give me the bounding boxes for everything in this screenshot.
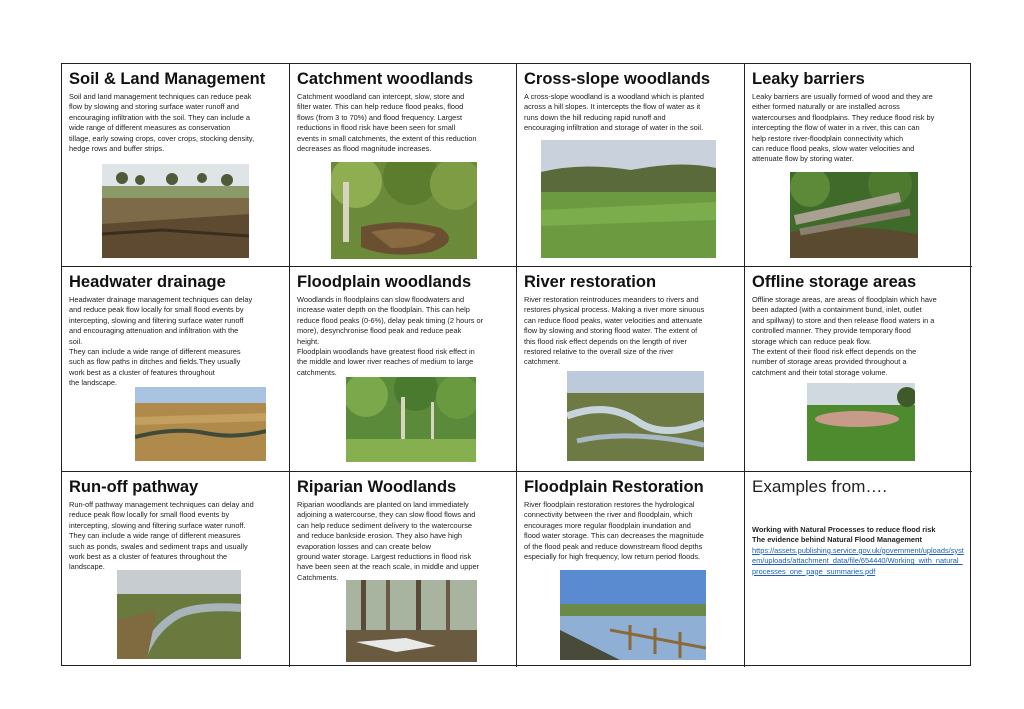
nfm-card-grid [61,63,971,666]
meandering-river-photo [567,371,704,461]
card-title: Leaky barriers [752,70,865,88]
flooded-field-photo [560,570,706,660]
card-body: River restoration reintroduces meanders to rivers and restores physical process. Making a river more sinuous can reduce flood peaks, water velocities and attenuate flow by slowing and storing flood water. The extent of this flood risk effect depends on the length of river restored relative to the overall size of the river catchment. [524,295,705,367]
card-river-restoration [517,267,745,472]
card-soil-land-management [62,64,290,267]
reference-subtitle: The evidence behind Natural Flood Management [752,535,923,545]
card-run-off-pathway [62,472,290,667]
card-title: Catchment woodlands [297,70,474,88]
card-offline-storage-areas [745,267,972,472]
card-title: Floodplain Restoration [524,478,704,496]
card-title: Soil & Land Management [69,70,266,88]
hillside-woodland-photo [541,140,716,258]
card-body: A cross-slope woodland is a woodland which is planted across a hill slopes. It intercepts the flow of water as it runs down the hill reducing rapid runoff and encouraging infiltration and storage of water in the soil. [524,92,704,133]
examples-title: Examples from…. [752,477,888,496]
card-body: Headwater drainage management techniques can delay and reduce peak flow locally for small flood events by intercepting, slowing and filtering surface water runoff and encouraging attenuation and infiltration with the soil. They can include a wide range of different measures such as flow paths in ditches and fields.They usually work best as a cluster of features throughout the landscape. [69,295,253,388]
log-barrier-photo [790,172,918,258]
runoff-channel-photo [117,570,241,659]
card-floodplain-restoration [517,472,745,667]
card-title: River restoration [524,273,657,291]
card-body: Offline storage areas, are areas of floodplain which have been adapted (with a containment bund, inlet, outlet and spillway) to store and then release flood waters in a controlled manner. They provide temporary flood storage which can reduce peak flow. The extent of their flood risk effect depends on the number of storage areas provided throughout a catchment and their total storage volume. [752,295,937,377]
card-leaky-barriers [745,64,972,267]
card-title: Headwater drainage [69,273,226,291]
examples-panel [745,472,972,667]
field-photo [102,164,249,258]
riparian-woodland-photo [346,580,477,662]
floodplain-woodland-photo [346,377,476,462]
card-title: Floodplain woodlands [297,273,472,291]
card-catchment-woodlands [290,64,517,267]
card-cross-slope-woodlands [517,64,745,267]
card-title: Riparian Woodlands [297,478,457,496]
moorland-photo [135,387,266,461]
card-headwater-drainage [62,267,290,472]
storage-area-photo [807,383,915,461]
card-title: Offline storage areas [752,273,917,291]
card-title: Cross-slope woodlands [524,70,711,88]
card-body: Woodlands in floodplains can slow floodwaters and increase water depth on the floodplain. This can help reduce flood peaks (0-6%), delay peak timing (2 hours or more), desynchronise flood peak and reduce peak height. Floodplain woodlands have greatest flood risk effect in the middle and lower river reaches of medium to large catchments. [297,295,484,377]
card-body: River floodplain restoration restores the hydrological connectivity between the river and floodplain, which encourages more regular floodplain inundation and flood water storage. This can decreases the magnitude of the flood peak and reduce downstream flood depths especially for high frequency, low return period floods. [524,500,704,562]
reference-title: Working with Natural Processes to reduce flood risk [752,525,936,534]
card-body: Catchment woodland can intercept, slow, store and filter water. This can help reduce flood peaks, flood flows (from 3 to 70%) and flood frequency. Largest reductions in flood risk have been seen for small events in small catchments, the extent of this reduction decreases as flood magnitude increases. [297,92,477,154]
card-body: Leaky barriers are usually formed of wood and they are either formed naturally or are installed across watercourses and floodplains. They reduce flood risk by intercepting the flow of water in a river, this can can help restore river-floodplain connectivity which can reduce flood peaks, slow water velocities and attenuate flow by storing water. [752,92,935,164]
card-body: Soil and land management techniques can reduce peak flow by slowing and storing surface water runoff and encouraging infiltration with the soil. They can include a wide range of different measures as conservation tillage, early sowing crops, cover crops, stocking density, hedge rows and buffer strips. [69,92,255,154]
reference-link[interactable]: https://assets.publishing.service.gov.uk/government/uploads/system/uploads/attachment_data/file/654440/Working_with_natural_processes_one_page_summaries.pdf [752,545,964,576]
card-body: Riparian woodlands are planted on land immediately adjoining a watercourse, they can slow flood flows and can help reduce sediment delivery to the watercourse and reduce bankside erosion. They also have high evaporation losses and can create below ground water storage. Largest reductions in flood risk have been seen at the reach scale, in middle and upper Catchments. [297,500,480,582]
card-title: Run-off pathway [69,478,199,496]
card-body: Run-off pathway management techniques can delay and reduce peak flow locally for small flood events by intercepting, slowing and filtering surface water runoff. They can include a wide range of different measures such as ponds, swales and sediment traps and usually work best as a cluster of features throughout the landscape. [69,500,254,572]
woodland-stream-photo [331,162,477,259]
card-floodplain-woodlands [290,267,517,472]
card-riparian-woodlands [290,472,517,667]
